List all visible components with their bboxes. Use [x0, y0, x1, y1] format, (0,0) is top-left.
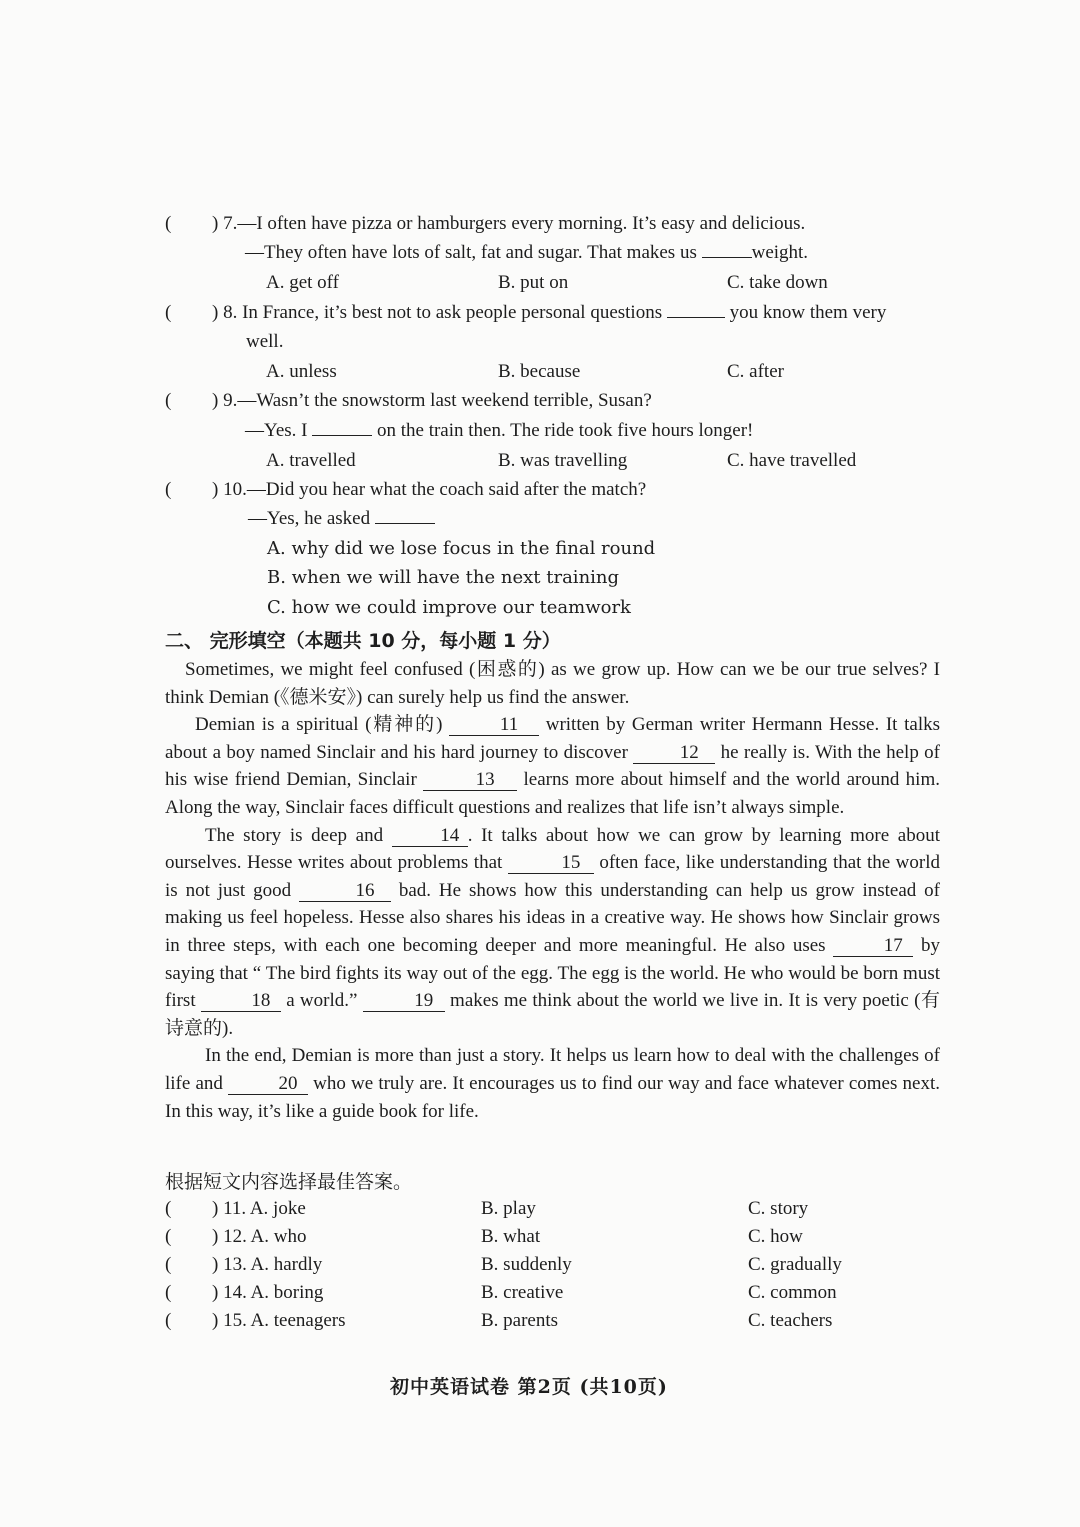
passage-paragraph-4: In the end, Demian is more than just a story. It helps us learn how to deal with the challenges of life and 20 who we truly are. It encourages us to find our way and face whatever comes next. In this way, it’s like a guide book for life.	[165, 1045, 940, 1122]
blank-13: 13	[423, 770, 517, 791]
option-a: A. get off	[266, 272, 339, 293]
option-c: C. have travelled	[727, 450, 857, 471]
blank-12: 12	[633, 743, 715, 764]
option-c: C. how we could improve our teamwork	[267, 597, 631, 618]
option-c: C. take down	[727, 272, 828, 293]
blank-20: 20	[228, 1074, 308, 1095]
question-9-line2: —Yes. I on the train then. The ride took five hours longer!	[245, 420, 754, 441]
answer-paren: (	[165, 479, 172, 500]
blank-15: 15	[508, 853, 594, 874]
answer-blank	[375, 523, 435, 524]
option-b: B. put on	[498, 272, 569, 293]
option-a: A. unless	[266, 361, 337, 382]
option-a: A. why did we lose focus in the final round	[267, 538, 656, 559]
question-stem: —I often have pizza or hamburgers every morning. It’s easy and delicious.	[237, 213, 806, 234]
option-a: A. travelled	[266, 450, 356, 471]
answer-paren: (	[165, 302, 172, 323]
passage-paragraph-3: The story is deep and 14 . It talks about how we can grow by learning more about ourselves. Hesse writes about problems that 15 often face, like understanding that the world is not just good 16 bad. He shows how this understanding can help us grow instead of making us feel hopeless. Hesse also shares his ideas in a creative way. He shows how Sinclair grows in three steps, with each one becoming deeper and more meaningful. He also uses 17 by saying that “ The bird fights its way out of the egg. The egg is the world. He who would be born must first 18 a world.” 19 makes me think about the world we live in. It is very poetic (有诗意的).	[165, 824, 941, 1039]
question-number: ) 10.	[212, 479, 247, 500]
question-number: ) 7.	[212, 213, 238, 234]
section-title: 二、 完形填空（本题共 10 分，每小题 1 分）	[165, 630, 561, 652]
question-8-line2: well.	[246, 331, 284, 352]
cloze-passage	[165, 656, 940, 1125]
question-number: ) 9.	[212, 390, 238, 411]
answer-blank	[702, 257, 752, 258]
passage-paragraph-1: Sometimes, we might feel confused (困惑的) as we grow up. How can we be our true selves? I think Demian (《德米安》) can surely help us find the answer.	[165, 659, 940, 708]
question-10-line2: —Yes, he asked	[248, 507, 435, 531]
answer-blank	[667, 317, 725, 318]
blank-18: 18	[201, 991, 281, 1012]
page-footer: 初中英语试卷 第2页 (共10页)	[390, 1376, 668, 1398]
answer-paren: (	[165, 390, 172, 411]
option-b: B. because	[498, 361, 581, 382]
question-number: ) 8.	[212, 302, 238, 323]
instruction: 根据短文内容选择最佳答案。	[165, 1171, 413, 1193]
blank-16: 16	[299, 881, 391, 902]
option-b: B. was travelling	[498, 450, 628, 471]
blank-17: 17	[833, 936, 913, 957]
option-c: C. after	[727, 361, 784, 382]
answer-blank	[312, 435, 372, 436]
answer-paren: (	[165, 213, 172, 234]
passage-paragraph-2: Demian is a spiritual (精神的) 11 written by German writer Hermann Hesse. It talks about a boy named Sinclair and his hard journey to discover 12 he really is. With the help of his wise friend Demian, Sinclair 13 learns more about himself and the world around him. Along the way, Sinclair faces difficult questions and realizes that life isn’t always simple.	[165, 714, 941, 818]
blank-11: 11	[449, 715, 539, 736]
option-b: B. when we will have the next training	[267, 567, 620, 588]
question-7-line2: —They often have lots of salt, fat and sugar. That makes us weight.	[245, 242, 809, 263]
blank-19: 19	[363, 991, 445, 1012]
blank-14: 14	[392, 826, 468, 847]
